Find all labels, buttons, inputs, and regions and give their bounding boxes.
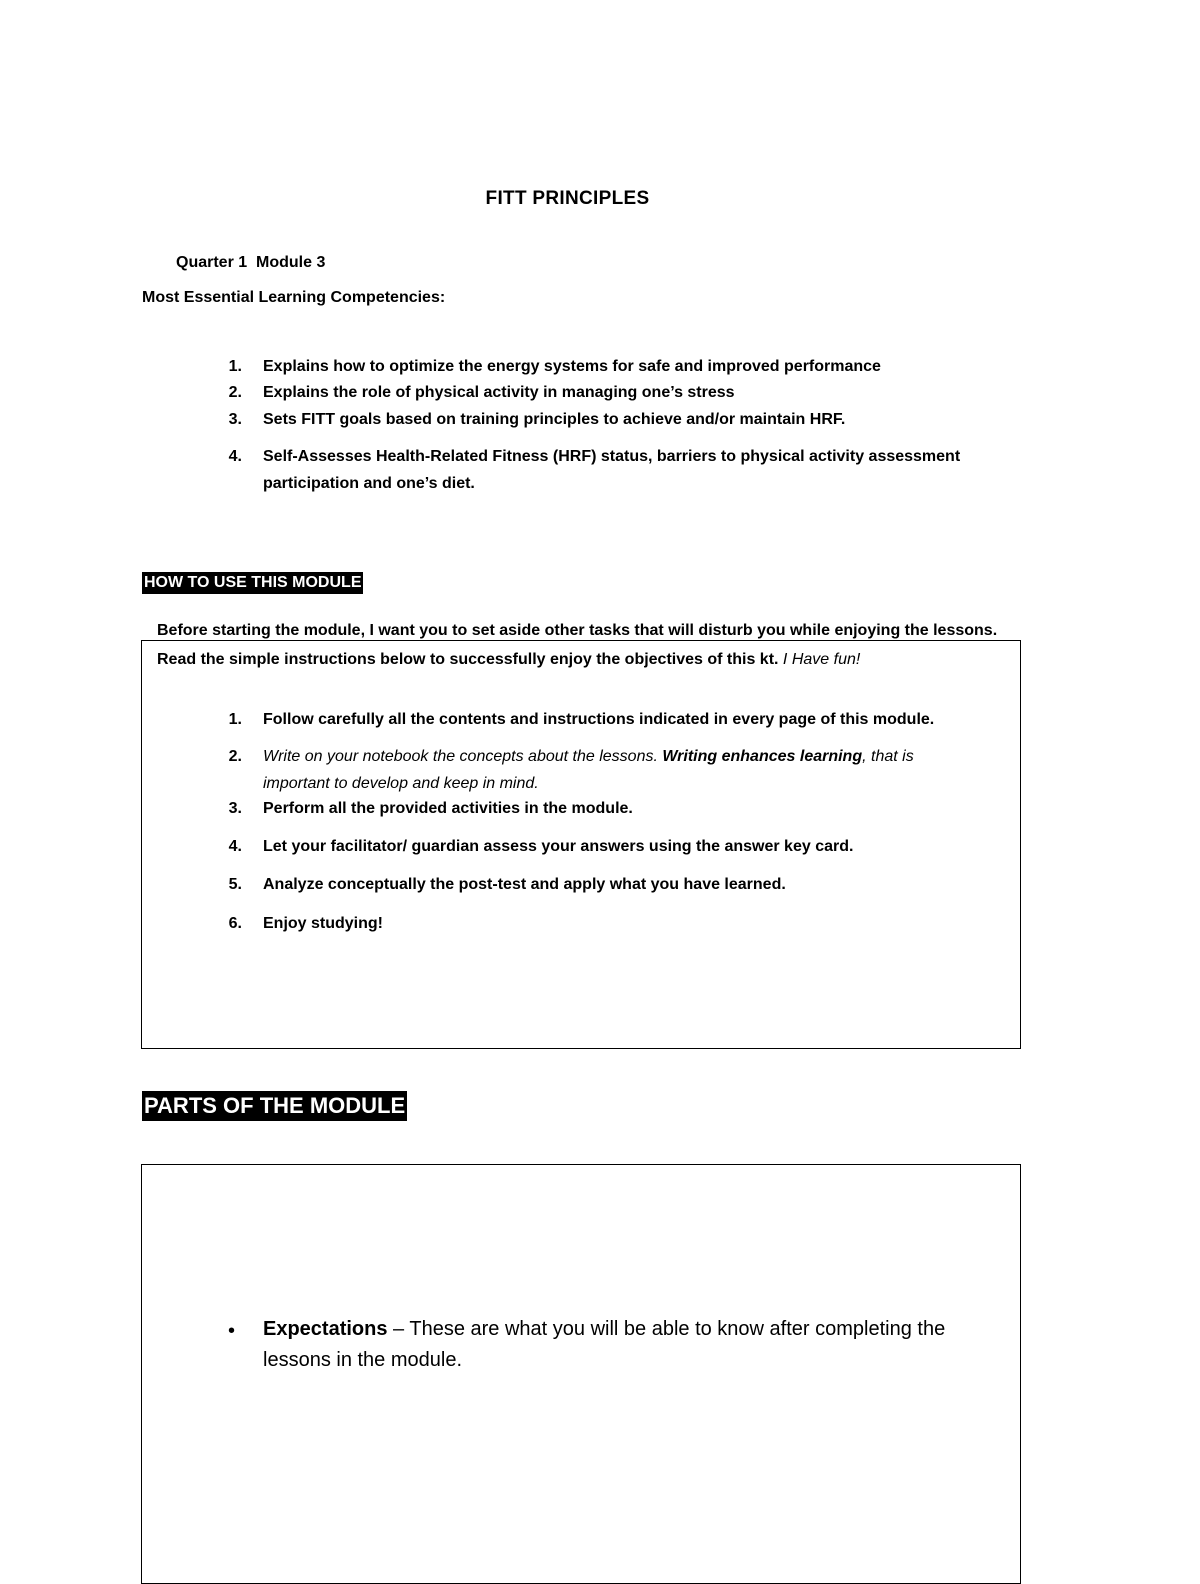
- list-text: important to develop and keep in mind.: [263, 775, 539, 792]
- list-number: 2.: [228, 748, 242, 765]
- list-text: Sets FITT goals based on training principles to achieve and/or maintain HRF.: [263, 411, 846, 428]
- list-number: 6.: [228, 915, 242, 932]
- list-number: 1.: [228, 711, 242, 728]
- intro-text: Read the simple instructions below to successfully enjoy the objectives of this kt.: [157, 651, 779, 668]
- melc-heading: Most Essential Learning Competencies:: [142, 289, 446, 306]
- list-text: Enjoy studying!: [263, 915, 383, 932]
- list-text: Explains the role of physical activity in managing one’s stress: [263, 384, 735, 401]
- intro-line-1: Before starting the module, I want you to set aside other tasks that will disturb you while enjoying the lessons.: [157, 622, 998, 639]
- list-number: 2.: [228, 384, 242, 401]
- page-title: FITT PRINCIPLES: [485, 188, 650, 209]
- intro-have-fun: I Have fun!: [778, 651, 861, 668]
- list-text: participation and one’s diet.: [263, 475, 475, 492]
- step-text-a: Write on your notebook the concepts about the lessons.: [263, 748, 663, 765]
- intro-line-2: [157, 651, 860, 669]
- list-number: 5.: [228, 876, 242, 893]
- expectations-item: [263, 1314, 1003, 1376]
- expectations-label: Expectations: [263, 1318, 388, 1340]
- list-text: [263, 744, 914, 770]
- how-to-use-heading: HOW TO USE THIS MODULE: [142, 572, 363, 594]
- list-text: Explains how to optimize the energy systems for safe and improved performance: [263, 358, 881, 375]
- list-number: 4.: [228, 838, 242, 855]
- step-text-c: , that is: [862, 748, 914, 765]
- bullet-icon: •: [228, 1320, 236, 1342]
- list-number: 3.: [228, 800, 242, 817]
- expectations-text: – These are what you will be able to know after completing the lessons in the module.: [263, 1318, 946, 1371]
- parts-heading: PARTS OF THE MODULE: [142, 1091, 407, 1121]
- list-number: 1.: [228, 358, 242, 375]
- quarter-module-label: Quarter 1 Module 3: [176, 254, 326, 271]
- list-text: Self-Assesses Health-Related Fitness (HRF) status, barriers to physical activity assessment: [263, 448, 961, 465]
- list-number: 3.: [228, 411, 242, 428]
- list-text: Let your facilitator/ guardian assess your answers using the answer key card.: [263, 838, 854, 855]
- list-text: Analyze conceptually the post-test and apply what you have learned.: [263, 876, 786, 893]
- list-number: 4.: [228, 448, 242, 465]
- list-text: Follow carefully all the contents and instructions indicated in every page of this module.: [263, 711, 935, 728]
- step-text-b: Writing enhances learning: [662, 748, 863, 765]
- list-text: Perform all the provided activities in the module.: [263, 800, 633, 817]
